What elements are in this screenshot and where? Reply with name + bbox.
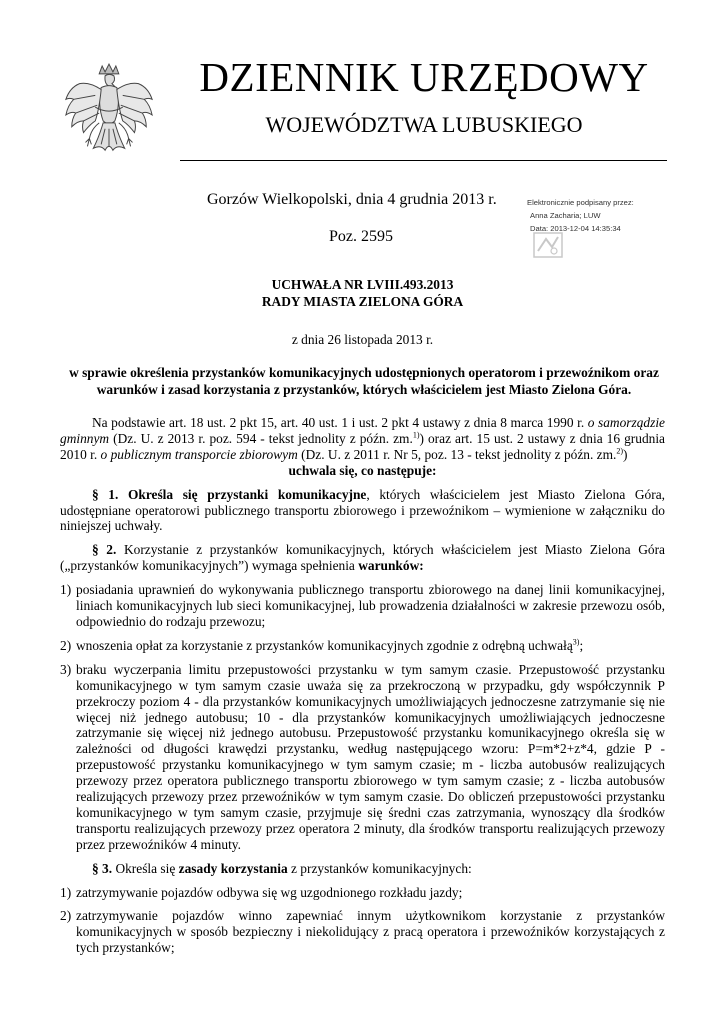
resolution-title bbox=[0, 276, 725, 310]
signature-line-1: Elektronicznie podpisany przez: bbox=[527, 198, 634, 207]
paragraph-2: § 2. Korzystanie z przystanków komunikacyjnych, których właścicielem jest Miasto Zielona Góra („przystanków komunikacyjnych”) wymaga spełnienia warunków: bbox=[60, 542, 665, 574]
resolution-date: z dnia 26 listopada 2013 r. bbox=[291, 332, 434, 347]
list-item: 2) wnoszenia opłat za korzystanie z przystanków komunikacyjnych zgodnie z odrębną uchwałą$^{3)}$; bbox=[60, 637, 584, 653]
resolution-clause: uchwala się, co następuje: bbox=[288, 462, 437, 478]
signature-line-2: Anna Zacharia; LUW bbox=[530, 211, 601, 220]
place-and-date: Gorzów Wielkopolski, dnia 4 grudnia 2013 r. bbox=[207, 191, 497, 208]
signature-line-3: Data: 2013-12-04 14:35:34 bbox=[530, 224, 621, 233]
header-divider bbox=[180, 160, 667, 161]
polish-eagle-emblem-icon bbox=[60, 60, 158, 170]
resolution-subject: w sprawie określenia przystanków komunikacyjnych udostępnionych operatorom i przewoźnikom oraz warunków i zasad korzystania z przystanków, których właścicielem jest Miasto Zielona Góra. bbox=[69, 365, 659, 397]
preamble: Na podstawie art. 18 ust. 2 pkt 15, art. 40 ust. 1 i ust. 2 pkt 4 ustawy z dnia 8 marca 1990 r. o samorządzie gminnym (Dz. U. z 2013 r. poz. 594 - tekst jednolity z późn. zm.$^{1)}$) oraz art. 15 ust. 2 ustawy z dnia 16 grudnia 2010 r. o publicznym transporcie zbiorowym (Dz. U. z 2011 r. Nr 5, poz. 13 - tekst jednolity z późn. zm.$^{2)}$) bbox=[60, 415, 665, 462]
paragraph-1: § 1. Określa się przystanki komunikacyjne, których właścicielem jest Miasto Zielona Góra, udostępniane operatorowi publicznego transportu zbiorowego i przewoźnikom – wymienione w załączniku do niniejszej uchwały. bbox=[60, 486, 665, 534]
paragraph-3: § 3. Określa się zasady korzystania z przystanków komunikacyjnych: bbox=[92, 860, 472, 876]
list-item: 3) braku wyczerpania limitu przepustowości przystanku w tym samym czasie. Przepustowość przystanku komunikacyjnego w tym samym czasie uważa się za przekroczoną w przypadku, gdy współczynnik P przekroczy poziom 4 - dla przystanków komunikacyjnych umożliwiających jednoczesne zatrzymanie się nie więcej niż jednego autobusu; 10 - dla przystanków komunikacyjnych umożliwiających jednoczesne zatrzymanie się więcej niż jednego autobusu. Przepustowość przystanku komunikacyjnego określa się w zależności od długości krawędzi przystanku, według następującego wzoru: P=m*2+z*4, gdzie P - przepustowość przystanku komunikacyjnego w tym samym czasie; m - liczba autobusów realizujących przewozy przez operatora publicznego transportu zbiorowego w tym samym czasie; z - liczba autobusów realizujących przewozy przez przewoźników w tym samym czasie. Do obliczeń przepustowości przystanku komunikacyjnego w tym samym czasie, przyjmuje się średni czas zatrzymania, wynoszący dla środków transportu realizujących przewozy przez operatora 2 minuty, dla środków transportu realizujących przewozy przez przewoźników 4 minuty. bbox=[60, 661, 665, 852]
signature-stamp-icon bbox=[532, 231, 564, 259]
electronic-signature-block bbox=[527, 196, 634, 235]
journal-subtitle: WOJEWÓDZTWA LUBUSKIEGO bbox=[265, 112, 583, 137]
list-item: 1) zatrzymywanie pojazdów odbywa się wg uzgodnionego rozkładu jazdy; bbox=[60, 884, 463, 900]
list-item: 1) posiadania uprawnień do wykonywania publicznego transportu zbiorowego na danej linii komunikacyjnej, liniach komunikacyjnych lub sieci komunikacyjnej, lub prowadzenia działalności w zakresie przewozu osób, odpowiednio do rodzaju przewozu; bbox=[60, 582, 665, 629]
resolution-number: UCHWAŁA NR LVIII.493.2013 bbox=[271, 277, 454, 292]
position-number: Poz. 2595 bbox=[329, 228, 393, 245]
document-body bbox=[60, 415, 665, 956]
resolution-authority: RADY MIASTA ZIELONA GÓRA bbox=[261, 294, 464, 309]
journal-title: DZIENNIK URZĘDOWY bbox=[199, 54, 649, 100]
list-item: 2) zatrzymywanie pojazdów winno zapewniać innym użytkownikom korzystanie z przystanków komunikacyjnych w sposób bezpieczny i niekolidujący z pracą operatora i przewoźników korzystających z tych przystanków; bbox=[60, 908, 665, 956]
